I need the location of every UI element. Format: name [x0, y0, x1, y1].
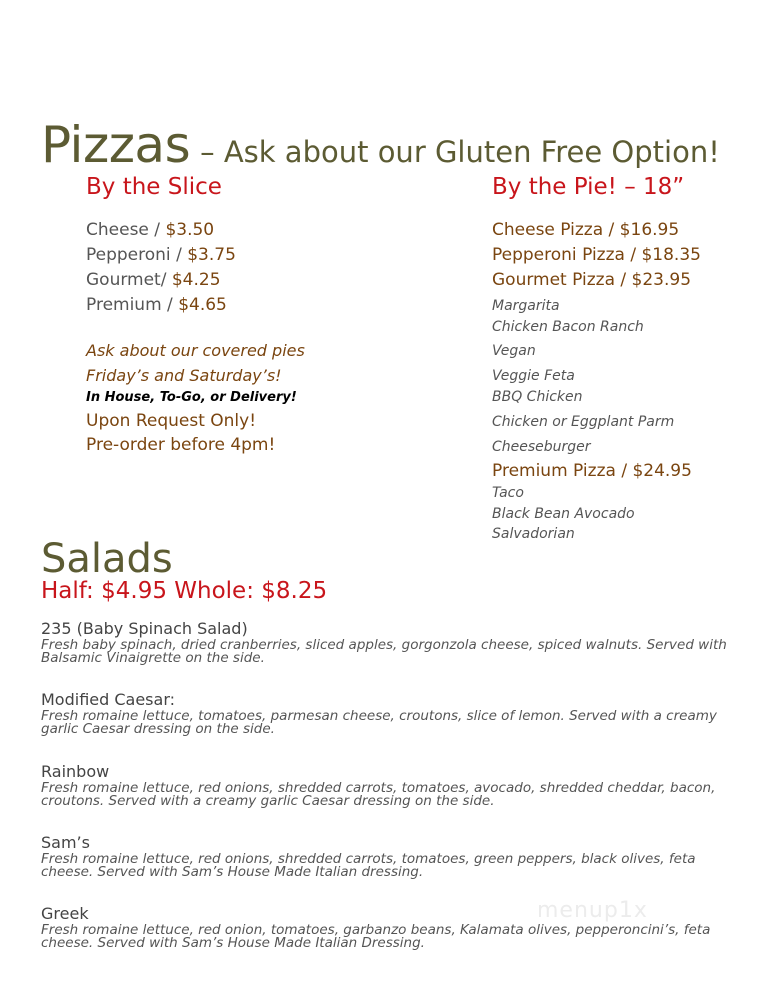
- gourmet-option: BBQ Chicken: [492, 389, 583, 405]
- slice-item: [86, 270, 221, 290]
- covered-pies-note: Ask about our covered pies: [86, 341, 305, 360]
- pie-cheese: Cheese Pizza / $16.95: [492, 220, 680, 240]
- salads-price: Half: $4.95 Whole: $8.25: [41, 578, 328, 604]
- gourmet-option: Chicken or Eggplant Parm: [492, 414, 675, 430]
- salad-description: Fresh romaine lettuce, red onions, shredded carrots, tomatoes, green peppers, black olives, feta cheese. Served with Sam’s House Made Italian dressing.: [41, 851, 696, 880]
- pie-pepperoni: Pepperoni Pizza / $18.35: [492, 245, 701, 265]
- salads-title: Salads: [41, 536, 173, 582]
- salad-item: [41, 762, 731, 808]
- pie-heading: By the Pie! – 18”: [492, 174, 685, 200]
- salad-description: Fresh baby spinach, dried cranberries, sliced apples, gorgonzola cheese, spiced walnuts. Served with Balsamic Vinaigrette on the side.: [41, 637, 727, 666]
- watermark: menup1x: [537, 898, 648, 923]
- premium-option: Black Bean Avocado: [492, 506, 635, 522]
- pizzas-subtitle: – Ask about our Gluten Free Option!: [200, 135, 720, 169]
- slice-item-price: $3.75: [187, 245, 236, 265]
- slice-item-name: Gourmet/: [86, 270, 167, 290]
- salad-name: Greek: [41, 904, 89, 923]
- premium-option: Salvadorian: [492, 526, 575, 542]
- gourmet-option: Chicken Bacon Ranch: [492, 319, 644, 335]
- gourmet-option: Vegan: [492, 343, 536, 359]
- salad-item: [41, 690, 731, 736]
- request-note: Upon Request Only!: [86, 411, 257, 431]
- salad-item: [41, 619, 731, 665]
- gourmet-option: Veggie Feta: [492, 368, 575, 384]
- pizzas-heading: [41, 116, 720, 174]
- gourmet-option: Cheeseburger: [492, 439, 591, 455]
- pie-gourmet: Gourmet Pizza / $23.95: [492, 270, 692, 290]
- preorder-note: Pre-order before 4pm!: [86, 435, 276, 455]
- slice-item-price: $4.65: [178, 295, 227, 315]
- salad-name: Rainbow: [41, 762, 110, 781]
- slice-item-name: Premium: [86, 295, 162, 315]
- slice-item-name: Pepperoni: [86, 245, 171, 265]
- salad-name: Sam’s: [41, 833, 90, 852]
- salad-name: 235 (Baby Spinach Salad): [41, 619, 248, 638]
- salad-description: Fresh romaine lettuce, red onions, shredded carrots, tomatoes, avocado, shredded cheddar, bacon, croutons. Served with a creamy garlic Caesar dressing on the side.: [41, 780, 716, 809]
- slice-item: Pepperoni / $3.75: [86, 245, 236, 265]
- slice-heading: By the Slice: [86, 174, 222, 200]
- salad-item: [41, 833, 731, 879]
- salad-name: Modified Caesar:: [41, 690, 176, 709]
- pie-premium: Premium Pizza / $24.95: [492, 461, 692, 481]
- service-options: In House, To-Go, or Delivery!: [86, 390, 297, 405]
- premium-option: Taco: [492, 485, 524, 501]
- covered-pies-days: Friday’s and Saturday’s!: [86, 366, 282, 385]
- salad-description: Fresh romaine lettuce, tomatoes, parmesan cheese, croutons, slice of lemon. Served with a creamy garlic Caesar dressing on the side.: [41, 708, 717, 737]
- slice-item: Premium / $4.65: [86, 295, 227, 315]
- pizzas-title: Pizzas: [41, 116, 191, 174]
- slice-item: Cheese / $3.50: [86, 220, 215, 240]
- slice-item-price: $4.25: [171, 270, 221, 290]
- gourmet-option: Margarita: [492, 298, 560, 314]
- slice-item-name: Cheese: [86, 220, 149, 240]
- slice-item-price: $3.50: [165, 220, 215, 240]
- salad-description: Fresh romaine lettuce, red onion, tomatoes, garbanzo beans, Kalamata olives, pepperoncini’s, feta cheese. Served with Sam’s House Made Italian Dressing.: [41, 922, 711, 951]
